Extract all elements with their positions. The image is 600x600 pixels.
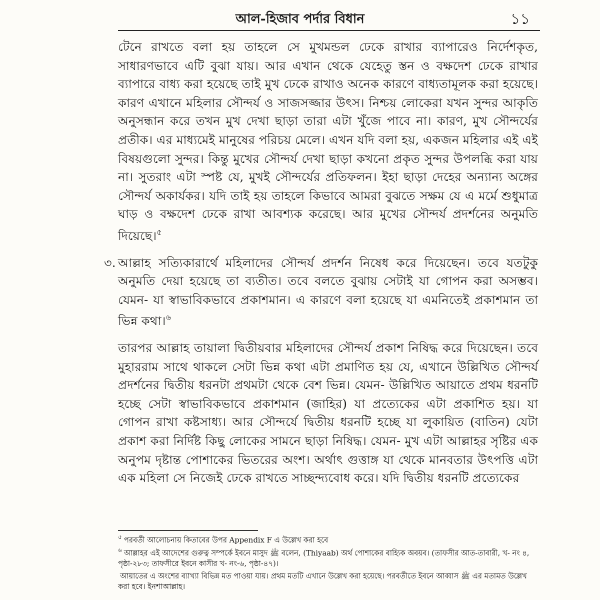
footnote-mark: ৬ xyxy=(118,546,122,554)
paragraph xyxy=(118,38,538,246)
main-text xyxy=(104,38,538,488)
footnotes xyxy=(118,533,538,592)
page-number: ১১ xyxy=(510,10,530,28)
footnote-ref: ৫ xyxy=(156,227,162,237)
footnote-text: পরবর্তী আলোচনায় কিতাবের উপর Appendix F এ উল্লেখ করা হবে xyxy=(123,535,329,545)
footnote-text: আয়াতের এ অংশের ব্যাখ্যা বিভিন্ন মত পাওয়া যায়। প্রথম মতটি এখানে উল্লেখ করা হয়েছে। পরবর্তীতে ইবনে আব্বাস ﷺ এর মতামত উল্লেখ করা হবে। ইনশাআল্লাহ। xyxy=(118,571,527,591)
paragraph: তারপর আল্লাহ তায়ালা দ্বিতীয়বার মহিলাদের সৌন্দর্য প্রকাশ নিষিদ্ধ করে দিয়েছেন। তবে মুহাররাম সাথে থাকলে সেটা ভিন্ন কথা এটা প্রমাণিত হয় যে, এখানে উল্লিখিত সৌন্দর্য প্রদর্শনের দ্বিতীয় ধরনটা প্রথমটা থেকে বেশ ভিন্ন। যেমন- উল্লিখিত আয়াতে প্রথম ধরনটি হচ্ছে সেটা স্বাভাবিকভাবে প্রকাশমান (জাহির) যা প্রত্যেকের এটা প্রকাশিত হয়। যা গোপন রাখা কষ্টসাধ্য। আর সৌন্দর্যে দ্বিতীয় ধরনটি হচ্ছে যা লুকায়িত (বাতিন) যেটা প্রকাশ করা নির্দিষ্ট কিছু লোকের সামনে ছাড়া নিষিদ্ধ। যেমন- মুখ এটা আল্লাহর সৃষ্টির এক অনুপম দৃষ্টান্ত পোশাকের ভিতরের অংশ। অর্থাৎ গুত্তাঙ্গ যা থেকে মানবতার উৎপত্তি এটা এক মহিলা সে নিজেই ঢেকে রাখতে সাচ্ছন্দ্যবোধ করে। যদি দ্বিতীয় ধরনটি প্রত্যেকের xyxy=(118,341,538,486)
header-rule xyxy=(118,30,540,31)
footnote-mark: ৫ xyxy=(118,534,122,541)
numbered-point xyxy=(104,254,538,331)
footnote xyxy=(118,546,538,569)
footnote-rule xyxy=(118,530,258,531)
footnote-ref: ৬ xyxy=(165,313,171,323)
point-text: আল্লাহ সত্যিকারার্থে মহিলাদের সৌন্দর্য প্রদর্শন নিষেধ করে দিয়েছেন। তবে যতটুকু অনুমতি দেয়া হয়েছে তা ব্যতীত। তবে বলতে বুঝায় সেটাই যা গোপন করা অসম্ভব। যেমন- যা স্বাভাবিকভাবে প্রকাশমান। এ কারণে বলা হয়েছে যা এমনিতেই প্রকাশমান তা ভিন্ন কথা। xyxy=(118,255,538,329)
footnote xyxy=(118,533,538,546)
footnote-text: আল্লাহর এই আদেশের গুরুত্ব সম্পর্কে ইবনে মাসুদ ﷺ বলেন, (Thiyaab) অর্থ পোশাকের বাহ্যিক অবয়ব। (তাফসীর আত-তাবারী, খ- নং ৪, পৃষ্ঠা-২৮৩; তাফসীরে ইবনে কাসীর খ- নং-৬, পৃষ্ঠা-৪৭)। xyxy=(118,548,530,568)
paragraph-text: টেনে রাখতে বলা হয় তাহলে সে মুখমন্ডল ঢেকে রাখার ব্যাপারেও নির্দেশকৃত, সাধারণভাবে এটি বুঝা যায়। আর এখান থেকে যেহেতু স্তন ও বক্ষদেশ ঢেকে রাখার ব্যাপারে বাধ্য করা হয়েছে তাই মুখ ঢেকে রাখাও অনেক কারণে বাধ্যতামূলক করা হয়েছে। কারণ এখানে মহিলার সৌন্দর্য ও সাজসজ্জার উৎস। নিশ্চয় লোকেরা যখন সুন্দর আকৃতি অনুসন্ধান করে তখন মুখ দেখা ছাড়া তারা এটা খুঁজে পাবে না। কারণ, মুখ সৌন্দর্যের প্রতীক। এর মাধ্যমেই মানুষের পরিচয় মেলে। এখন যদি বলা হয়, একজন মহিলার এই এই বিষয়গুলো সুন্দর। কিন্তু মুখের সৌন্দর্য দেখা ছাড়া কখনো প্রকৃত সুন্দর উপলব্ধি করা যায় না। সুতরাং এটা স্পষ্ট যে, মুখই সৌন্দর্যের প্রতিফলন। ইহা ছাড়া দেহের অন্যান্য অঙ্গের সৌন্দর্য অকার্যকর। যদি তাই হয় তাহলে কিভাবে আমরা বুঝতে সক্ষম যে এ মর্মে শুধুমাত্র ঘাড় ও বক্ষদেশ ঢেকে রাখা আবশ্যক করেছে। আর মুখের সৌন্দর্য প্রদর্শনের অনুমতি দিয়েছে। xyxy=(118,40,538,243)
page-header xyxy=(0,8,600,30)
running-title: আল-হিজাব পর্দার বিধান xyxy=(235,12,365,27)
point-number: ৩. xyxy=(104,255,116,270)
footnote xyxy=(118,569,538,592)
